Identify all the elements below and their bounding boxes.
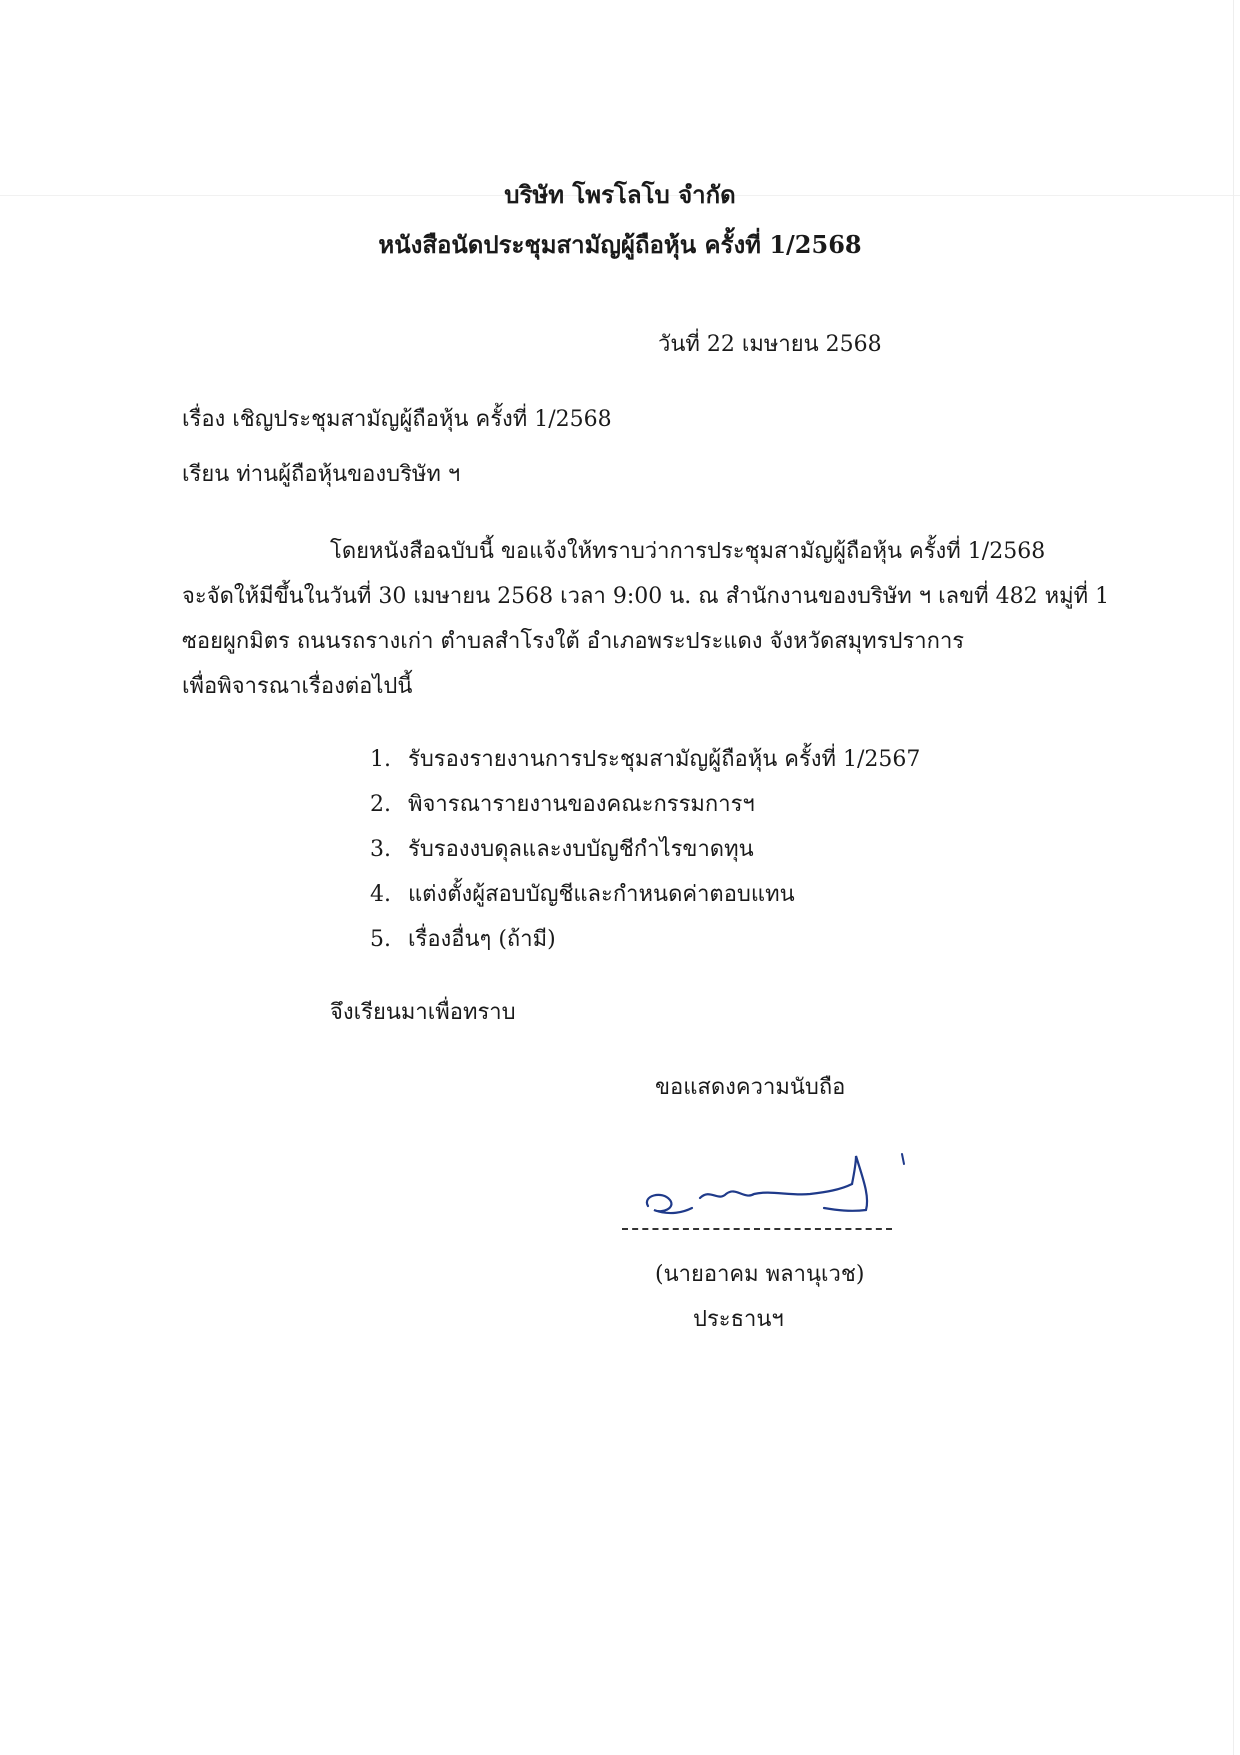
scan-edge-line	[1233, 0, 1234, 1755]
agenda-text: พิจารณารายงานของคณะกรรมการฯ	[408, 792, 755, 817]
agenda-text: รับรองงบดุลและงบบัญชีกำไรขาดทุน	[408, 837, 754, 862]
agenda-text: เรื่องอื่นๆ (ถ้ามี)	[408, 927, 556, 952]
signatory-position: ประธานฯ	[693, 1307, 784, 1332]
handwritten-signature	[640, 1150, 920, 1230]
company-name: บริษัท โพรโลโบ จำกัด	[504, 180, 736, 209]
body-line-4: เพื่อพิจารณาเรื่องต่อไปนี้	[182, 674, 413, 699]
letter-subject: เรื่อง เชิญประชุมสามัญผู้ถือหุ้น ครั้งที่ 1/2568	[182, 407, 612, 432]
signatory-name: (นายอาคม พลานุเวช)	[655, 1262, 865, 1287]
letter-recipient: เรียน ท่านผู้ถือหุ้นของบริษัท ฯ	[182, 462, 461, 487]
body-line-2: จะจัดให้มีขึ้นในวันที่ 30 เมษายน 2568 เวลา 9:00 น. ณ สำนักงานของบริษัท ฯ เลขที่ 482 หมู่ที่ 1	[182, 584, 1110, 609]
signature-line	[622, 1228, 892, 1230]
body-line-1: โดยหนังสือฉบับนี้ ขอแจ้งให้ทราบว่าการประชุมสามัญผู้ถือหุ้น ครั้งที่ 1/2568	[330, 539, 1046, 564]
agenda-text: แต่งตั้งผู้สอบบัญชีและกำหนดค่าตอบแทน	[408, 882, 795, 907]
agenda-number: 2.	[370, 792, 391, 817]
agenda-number: 3.	[370, 837, 391, 862]
agenda-text: รับรองรายงานการประชุมสามัญผู้ถือหุ้น ครั้งที่ 1/2567	[408, 747, 921, 772]
agenda-number: 5.	[370, 927, 391, 952]
agenda-number: 1.	[370, 747, 391, 772]
body-line-3: ซอยผูกมิตร ถนนรถรางเก่า ตำบลสำโรงใต้ อำเภอพระประแดง จังหวัดสมุทรปราการ	[182, 629, 965, 654]
letter-date: วันที่ 22 เมษายน 2568	[658, 332, 882, 357]
agenda-number: 4.	[370, 882, 391, 907]
regards-line: ขอแสดงความนับถือ	[655, 1075, 846, 1100]
document-title: หนังสือนัดประชุมสามัญผู้ถือหุ้น ครั้งที่ 1/2568	[378, 230, 862, 259]
closing-line: จึงเรียนมาเพื่อทราบ	[330, 1000, 516, 1025]
